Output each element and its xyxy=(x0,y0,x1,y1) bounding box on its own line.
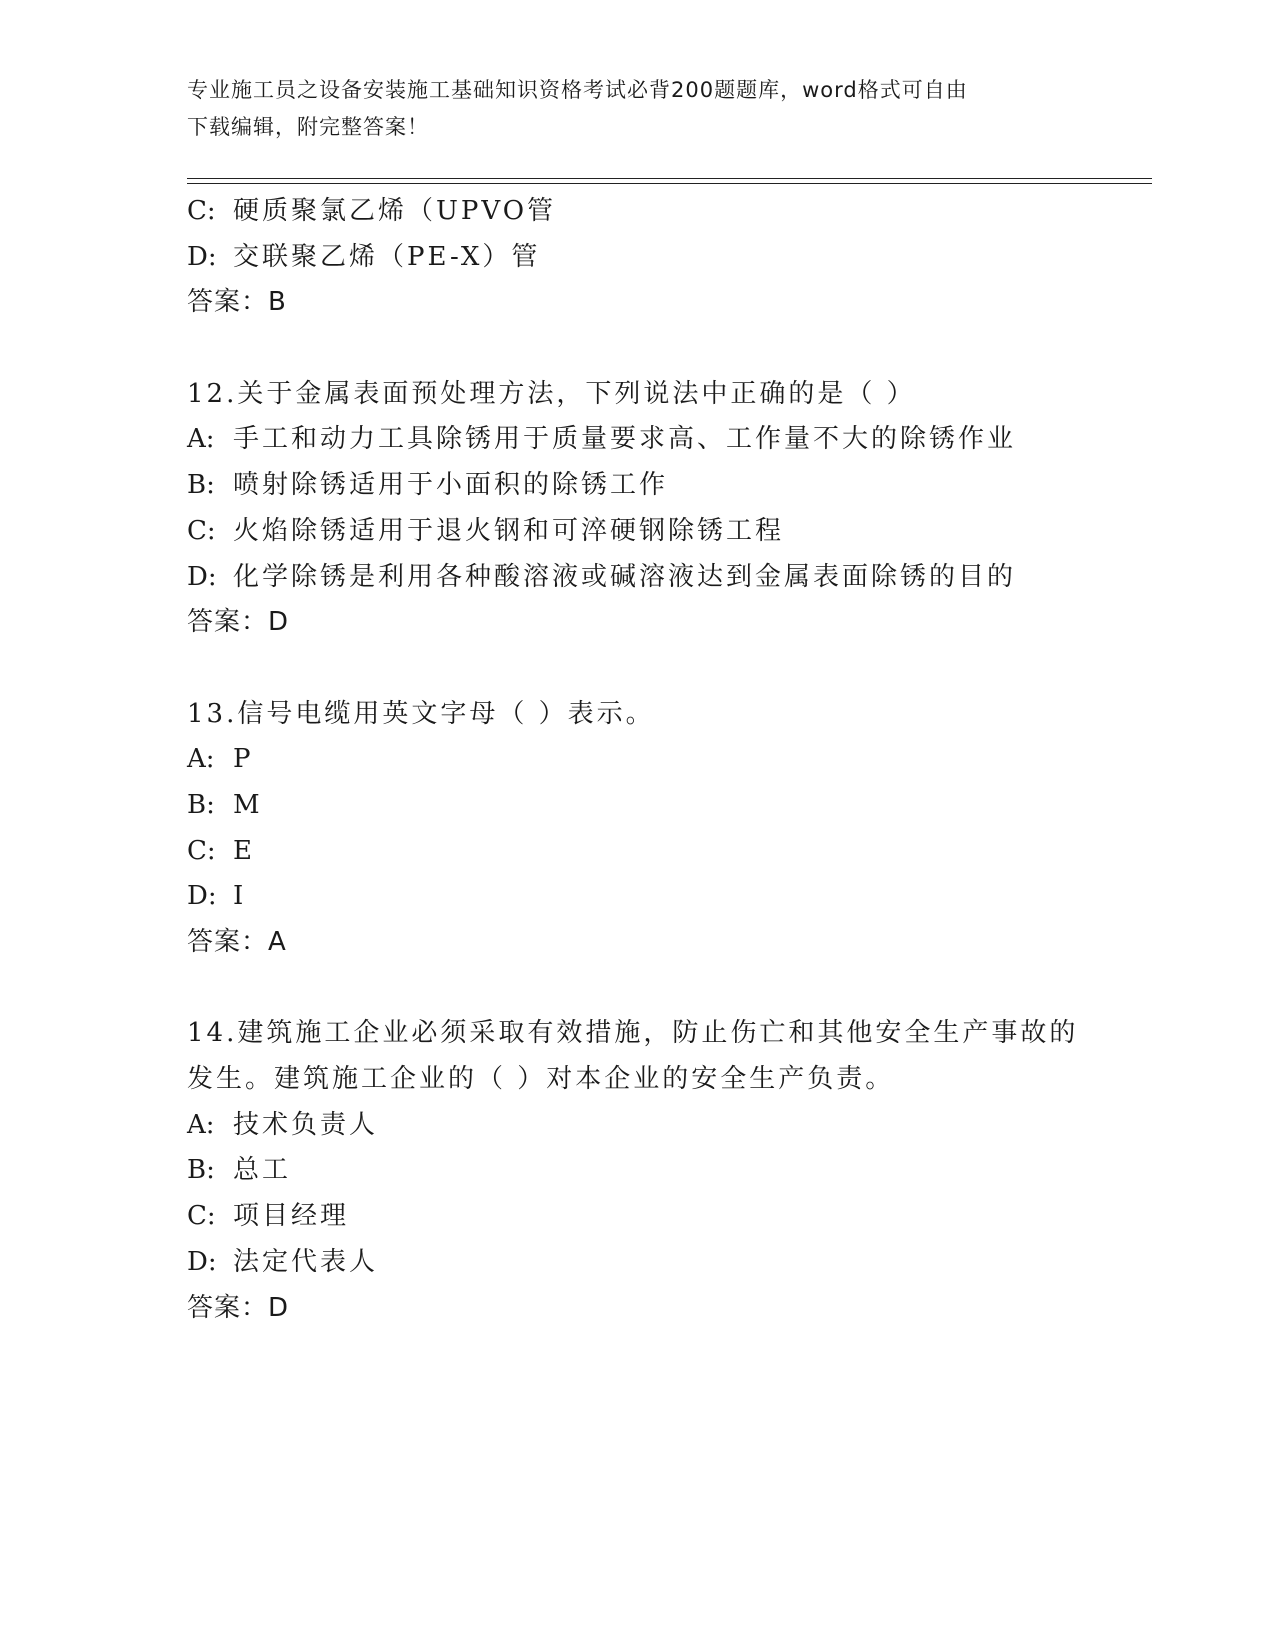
option-d xyxy=(187,1240,1087,1286)
question-text-line-2: 发生。建筑施工企业的（ ）对本企业的安全生产负责。 xyxy=(187,1064,895,1095)
question-text: 12.关于金属表面预处理方法，下列说法中正确的是（ ） xyxy=(187,378,916,409)
option-label: D: xyxy=(187,1246,217,1277)
option-label: C: xyxy=(187,196,216,226)
option-text: 总工 xyxy=(233,1155,292,1186)
question-text: 13.信号电缆用英文字母（ ）表示。 xyxy=(187,698,655,729)
answer-line: 答案：A xyxy=(187,927,287,957)
option-text: 技术负责人 xyxy=(233,1109,379,1140)
option-text: M xyxy=(233,789,263,820)
spacer xyxy=(187,326,1087,372)
option-d xyxy=(187,874,1087,920)
question-text-line-1: 14.建筑施工企业必须采取有效措施，防止伤亡和其他安全生产事故的 xyxy=(187,1018,1079,1049)
answer-line: 答案：B xyxy=(187,287,287,318)
header-line-2: 下载编辑，附完整答案！ xyxy=(187,115,429,139)
option-label: A: xyxy=(187,1109,215,1140)
question-list xyxy=(187,189,1087,1331)
option-d xyxy=(187,235,1087,281)
option-label: C: xyxy=(187,1201,216,1232)
option-label: D: xyxy=(187,881,217,912)
question-12-block xyxy=(187,372,1087,646)
answer-line: 答案：D xyxy=(187,1292,290,1323)
option-text: 火焰除锈适用于退火钢和可淬硬钢除锈工程 xyxy=(233,515,785,546)
header-line-1: 专业施工员之设备安装施工基础知识资格考试必背200题题库，word格式可自由 xyxy=(187,78,968,102)
document-header xyxy=(187,72,1067,146)
header-divider-top xyxy=(187,178,1152,179)
option-text: 手工和动力工具除锈用于质量要求高、工作量不大的除锈作业 xyxy=(233,424,1017,455)
option-text: P xyxy=(233,744,254,775)
option-text: 交联聚乙烯（PE-X）管 xyxy=(233,241,541,272)
option-b xyxy=(187,783,1087,829)
spacer xyxy=(187,966,1087,1012)
option-text: 法定代表人 xyxy=(233,1246,379,1277)
option-a xyxy=(187,417,1087,463)
option-label: C: xyxy=(187,835,216,866)
option-c xyxy=(187,509,1087,555)
option-d xyxy=(187,555,1087,601)
option-label: D: xyxy=(187,561,217,592)
question-14-block xyxy=(187,1011,1087,1331)
question-13-block xyxy=(187,692,1087,966)
spacer xyxy=(187,646,1087,692)
option-text: 喷射除锈适用于小面积的除锈工作 xyxy=(233,470,669,501)
option-text: E xyxy=(233,835,255,866)
question-11-block xyxy=(187,189,1087,326)
answer-line: 答案：D xyxy=(187,607,290,638)
option-label: A: xyxy=(187,424,215,455)
option-label: B: xyxy=(187,1155,215,1186)
header-divider-bottom xyxy=(187,183,1152,184)
option-c xyxy=(187,829,1087,875)
option-text: 项目经理 xyxy=(233,1201,350,1232)
option-label: A: xyxy=(187,744,215,775)
option-text: 硬质聚氯乙烯（UPVO管 xyxy=(233,196,557,226)
option-b xyxy=(187,1148,1087,1194)
option-label: B: xyxy=(187,470,215,501)
option-a xyxy=(187,737,1087,783)
option-label: B: xyxy=(187,789,215,820)
option-label: D: xyxy=(187,241,217,272)
option-b xyxy=(187,463,1087,509)
option-c xyxy=(187,1194,1087,1240)
option-c xyxy=(187,189,1087,235)
option-text: I xyxy=(233,881,247,912)
option-label: C: xyxy=(187,515,216,546)
option-text: 化学除锈是利用各种酸溶液或碱溶液达到金属表面除锈的目的 xyxy=(233,561,1017,592)
option-a xyxy=(187,1103,1087,1149)
